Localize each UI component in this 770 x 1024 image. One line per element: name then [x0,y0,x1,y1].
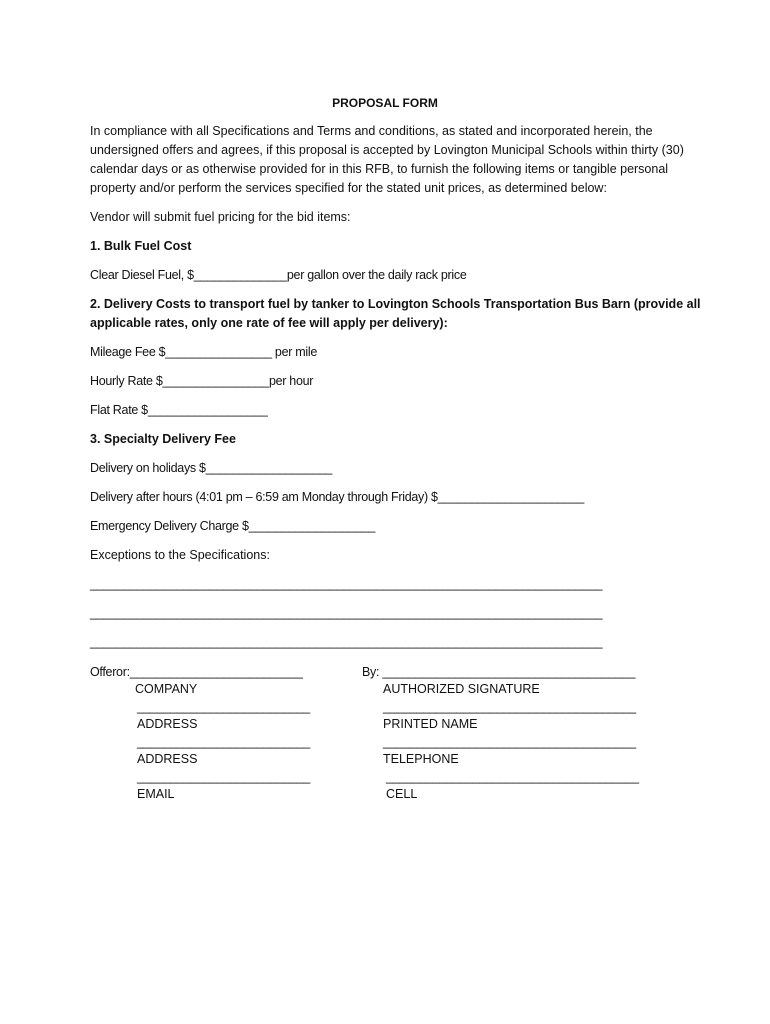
authorized-signature-label: AUTHORIZED SIGNATURE [383,682,540,696]
intro-paragraph: In compliance with all Specifications and Terms and conditions, as stated and incorporated herein, the undersigned offers and agrees, if this proposal is accepted by Lovington Municipal Schools within thirty (30) calendar days or as otherwise provided for in this RFB, to furnish the following items or tangible personal property and/or perform the services specified for the stated unit prices, as determined below: [90,124,684,195]
address-2-label: ADDRESS [137,752,198,766]
section-1-heading: 1. Bulk Fuel Cost [90,239,192,253]
address-2-field[interactable]: __________________________ [137,735,310,749]
authorized-signature-field[interactable]: By: ______________________________________ [362,665,636,679]
telephone-field[interactable]: ______________________________________ [383,735,636,749]
section-3-heading: 3. Specialty Delivery Fee [90,432,236,446]
page-title: PROPOSAL FORM [332,96,438,110]
section-2-heading: 2. Delivery Costs to transport fuel by tanker to Lovington Schools Transportation Bus Barn (provide all [90,297,701,311]
cell-field[interactable]: ______________________________________ [386,770,639,784]
section-2-heading-continued: applicable rates, only one rate of fee will apply per delivery): [90,316,448,330]
diesel-fuel-price-field[interactable]: Clear Diesel Fuel, $______________per gallon over the daily rack price [90,268,467,282]
exceptions-line-2[interactable]: _____________________________________________________________________________ [90,606,603,620]
company-label: COMPANY [135,682,198,696]
exceptions-line-3[interactable]: _____________________________________________________________________________ [90,635,603,649]
printed-name-field[interactable]: ______________________________________ [383,700,636,714]
exceptions-line-1[interactable]: _____________________________________________________________________________ [90,577,603,591]
email-field[interactable]: __________________________ [137,770,310,784]
holiday-delivery-field[interactable]: Delivery on holidays $___________________ [90,461,333,475]
hourly-rate-field[interactable]: Hourly Rate $________________per hour [90,374,314,388]
printed-name-label: PRINTED NAME [383,717,478,731]
telephone-label: TELEPHONE [383,752,459,766]
exceptions-label: Exceptions to the Specifications: [90,548,270,562]
address-1-field[interactable]: __________________________ [137,700,310,714]
cell-label: CELL [386,787,418,801]
mileage-fee-field[interactable]: Mileage Fee $________________ per mile [90,345,317,359]
email-label: EMAIL [137,787,175,801]
after-hours-delivery-field[interactable]: Delivery after hours (4:01 pm – 6:59 am Monday through Friday) $______________________ [90,490,584,504]
vendor-instruction: Vendor will submit fuel pricing for the bid items: [90,210,351,224]
address-1-label: ADDRESS [137,717,198,731]
offeror-company-field[interactable]: Offeror:__________________________ [90,665,303,679]
emergency-delivery-field[interactable]: Emergency Delivery Charge $___________________ [90,519,376,533]
flat-rate-field[interactable]: Flat Rate $__________________ [90,403,268,417]
